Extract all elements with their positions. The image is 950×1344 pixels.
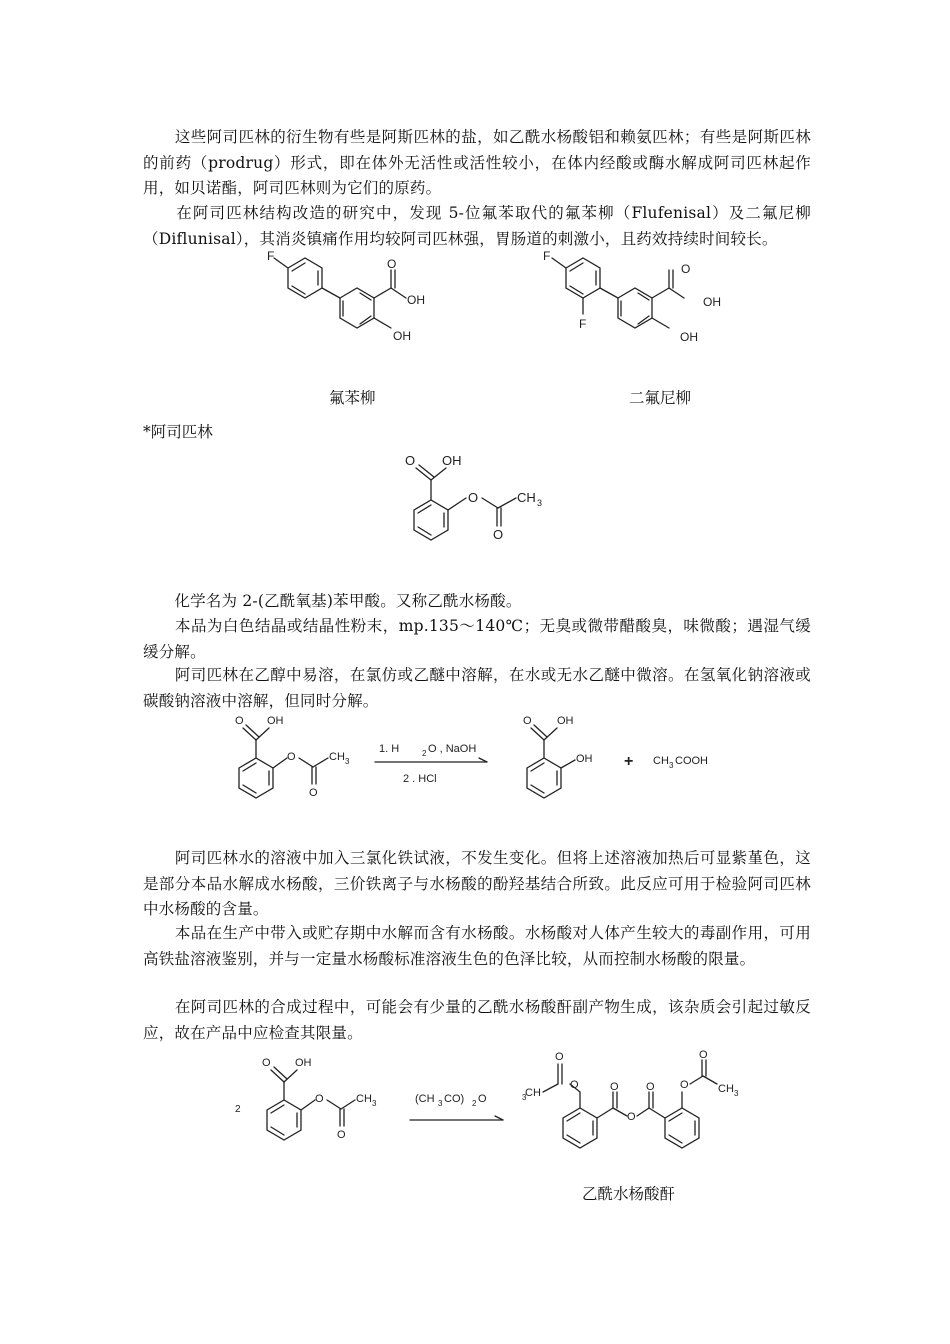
plus-sign: + bbox=[624, 753, 634, 770]
reagent-step-1-tail: O , NaOH bbox=[428, 743, 477, 755]
acetic-acid-tail: COOH bbox=[675, 755, 708, 767]
product-left-acetyl-oxygen: O bbox=[555, 1051, 564, 1063]
reactant-oh-label: OH bbox=[295, 1057, 312, 1069]
paragraph-ferric-test: 阿司匹林水的溶液中加入三氯化铁试液，不发生变化。但将上述溶液加热后可显紫堇色，这是部分本品水解成水杨酸，三价铁离子与水杨酸的酚羟基结合所致。此反应可用于检验阿司匹林中水杨酸的含量。 bbox=[143, 849, 811, 918]
fluorine-label-2: F bbox=[579, 317, 587, 331]
paragraph-anhydride: 在阿司匹林的合成过程中，可能会有少量的乙酰水杨酸酐副产物生成，该杂质会引起过敏反应，故在产品中应检查其限量。 bbox=[143, 998, 811, 1042]
anhydride-reaction-scheme bbox=[225, 1046, 765, 1156]
fluorine-label: F bbox=[267, 249, 275, 263]
reagent-water-sub: 2 bbox=[422, 749, 427, 758]
section-heading-aspirin: *阿司匹林 bbox=[143, 423, 213, 441]
product-left-ester-oxygen: O bbox=[570, 1079, 579, 1091]
product-right-acetyl-oxygen: O bbox=[699, 1049, 708, 1061]
reactant-methyl: CH bbox=[356, 1093, 372, 1105]
fluorine-label-4: F bbox=[543, 249, 551, 263]
reagent-ac2o-sub2: 2 bbox=[472, 1099, 477, 1108]
acid-oh-label: OH bbox=[442, 453, 462, 468]
reagent-ac2o-mid: CO) bbox=[444, 1093, 465, 1105]
diflunisal-structure bbox=[528, 246, 748, 356]
reactant-methyl-sub: 3 bbox=[372, 1099, 377, 1108]
flufenisal-structure bbox=[250, 246, 470, 356]
aspirin-structure bbox=[400, 448, 560, 553]
product-phenol-oh-label: OH bbox=[576, 753, 593, 765]
paragraph-derivatives: 这些阿司匹林的衍生物有些是阿斯匹林的盐，如乙酰水杨酸铝和赖氨匹林；有些是阿斯匹林的前药（prodrug）形式，即在体外无活性或活性较小，在体内经酸或酶水解成阿司匹林起作用，如贝诺酯，阿司匹林则为它们的原药。 bbox=[143, 128, 811, 197]
product-acid-oh-label: OH bbox=[557, 715, 574, 727]
paragraph-chemical-name: 化学名为 2-(乙酰氧基)苯甲酸。又称乙酰水杨酸。 bbox=[143, 592, 522, 610]
product-left-methyl: CH bbox=[525, 1087, 541, 1099]
reagent-ac2o-open: (CH bbox=[415, 1093, 435, 1105]
hydrolysis-reaction-scheme bbox=[225, 710, 745, 810]
caption-diflunisal: 二氟尼柳 bbox=[629, 389, 692, 407]
reagent-step-2: 2 . HCl bbox=[403, 773, 437, 785]
methyl-label: CH bbox=[517, 490, 536, 505]
caption-anhydride: 乙酰水杨酸酐 bbox=[582, 1185, 676, 1203]
product-oxygen-label: O bbox=[523, 715, 532, 727]
product-right-methyl-sub: 3 bbox=[734, 1089, 739, 1098]
product-left-methyl-sub: 3 bbox=[522, 1093, 527, 1102]
product-bridge-oxygen: O bbox=[627, 1111, 636, 1123]
paragraph-properties: 本品为白色结晶或结晶性粉末，mp.135～140℃；无臭或微带醋酸臭，味微酸；遇湿气缓缓分解。 bbox=[143, 617, 811, 661]
acetic-acid-ch: CH bbox=[653, 755, 669, 767]
reactant-methyl: CH bbox=[329, 751, 345, 763]
caption-flufenisal: 氟苯柳 bbox=[329, 389, 376, 407]
paragraph-solubility: 阿司匹林在乙醇中易溶，在氯仿或乙醚中溶解，在水或无水乙醚中微溶。在氢氧化钠溶液或碳酸钠溶液中溶解，但同时分解。 bbox=[143, 666, 811, 710]
reagent-step-1: 1. H bbox=[379, 743, 400, 755]
reactant-acetyl-oxygen: O bbox=[309, 787, 318, 799]
product-carbonyl-oxygen-1: O bbox=[610, 1081, 619, 1093]
reactant-acetyl-oxygen: O bbox=[337, 1129, 346, 1141]
product-right-methyl: CH bbox=[718, 1083, 734, 1095]
stoich-coefficient: 2 bbox=[235, 1104, 241, 1115]
carbonyl-oxygen-label: O bbox=[681, 262, 691, 276]
product-carbonyl-oxygen-2: O bbox=[646, 1081, 655, 1093]
reactant-methyl-sub: 3 bbox=[345, 757, 350, 766]
reactant-oxygen-label: O bbox=[262, 1057, 271, 1069]
paragraph-salicylic-limit: 本品在生产中带入或贮存期中水解而含有水杨酸。水杨酸对人体产生较大的毒副作用，可用高铁盐溶液鉴别，并与一定量水杨酸标准溶液生色的色泽比较，从而控制水杨酸的限量。 bbox=[143, 924, 811, 968]
carbonyl-oxygen-label: O bbox=[387, 257, 397, 271]
acid-oh-label: OH bbox=[407, 293, 425, 307]
reagent-ac2o-tail: O bbox=[478, 1093, 487, 1105]
product-right-ester-oxygen: O bbox=[680, 1079, 689, 1091]
reactant-ester-oxygen: O bbox=[287, 751, 296, 763]
paragraph-flufenisal: 在阿司匹林结构改造的研究中，发现 5-位氟苯取代的氟苯柳（Flufenisal）及二氟尼柳（Diflunisal），其消炎镇痛作用均较阿司匹林强，胃肠道的刺激小，且药效持续时间较长。 bbox=[143, 204, 811, 248]
reagent-ac2o-sub3: 3 bbox=[438, 1099, 443, 1108]
reactant-oxygen-label: O bbox=[235, 715, 244, 727]
acetic-acid-sub: 3 bbox=[669, 761, 674, 770]
methyl-subscript: 3 bbox=[537, 498, 543, 508]
acetyl-oxygen-label: O bbox=[493, 527, 504, 542]
ester-oxygen-label: O bbox=[468, 490, 479, 505]
phenol-oh-label: OH bbox=[680, 330, 698, 344]
phenol-oh-label: OH bbox=[393, 329, 411, 343]
carbonyl-oxygen-label: O bbox=[405, 453, 416, 468]
acid-oh-label: OH bbox=[703, 295, 721, 309]
reactant-ester-oxygen: O bbox=[315, 1093, 324, 1105]
reactant-oh-label: OH bbox=[267, 715, 284, 727]
